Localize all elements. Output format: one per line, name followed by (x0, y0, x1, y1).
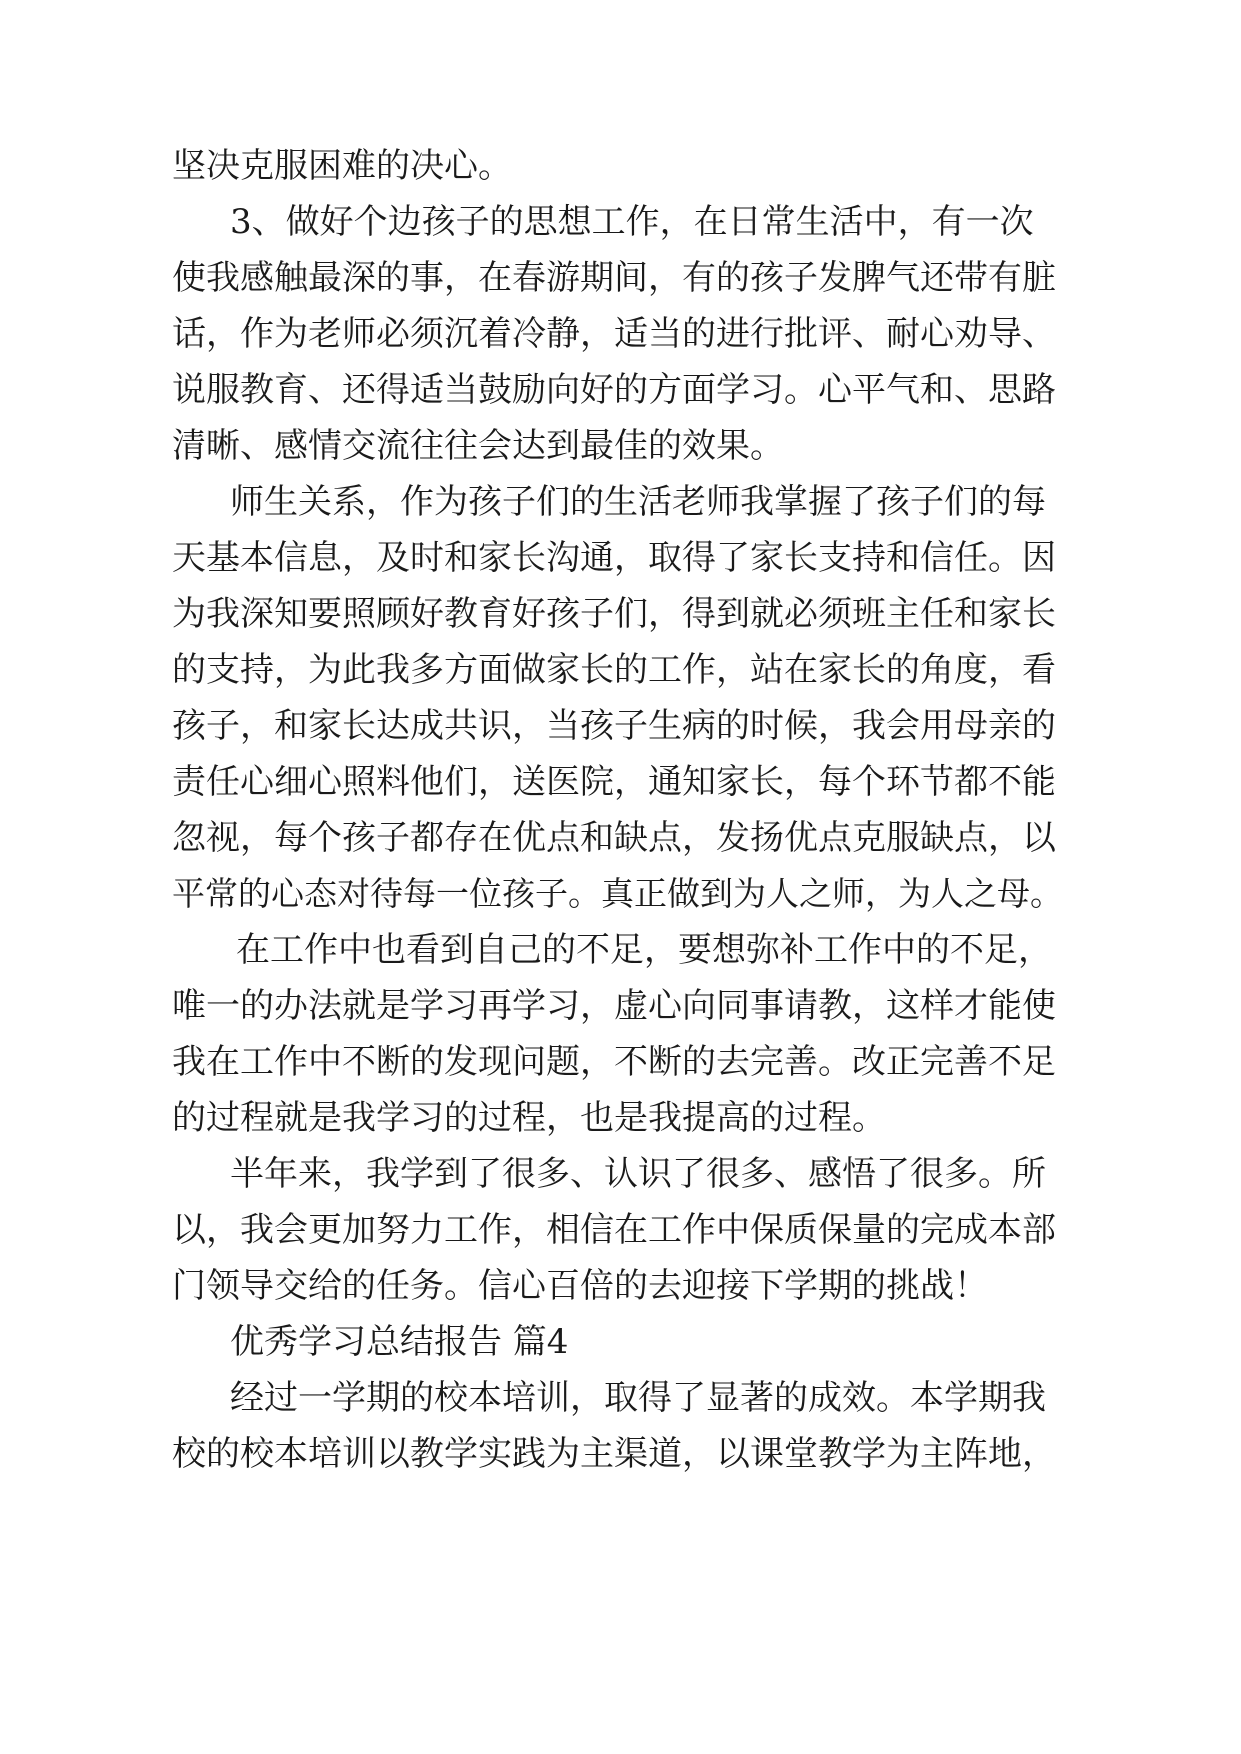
text-line: 以，我会更加努力工作，相信在工作中保质保量的完成本部 (172, 1210, 1056, 1250)
text-line: 坚决克服困难的决心。 (172, 146, 512, 186)
text-line: 忽视，每个孩子都存在优点和缺点，发扬优点克服缺点，以 (172, 818, 1056, 858)
text-line: 责任心细心照料他们，送医院，通知家长，每个环节都不能 (172, 762, 1056, 802)
section-heading: 优秀学习总结报告 篇4 (230, 1322, 569, 1362)
text-line: 门领导交给的任务。信心百倍的去迎接下学期的挑战！ (172, 1266, 988, 1306)
text-line: 经过一学期的校本培训，取得了显著的成效。本学期我 (230, 1378, 1046, 1418)
text-line: 平常的心态对待每一位孩子。真正做到为人之师，为人之母。 (172, 874, 1063, 913)
text-line: 说服教育、还得适当鼓励向好的方面学习。心平气和、思路 (172, 370, 1056, 410)
text-line: 唯一的办法就是学习再学习，虚心向同事请教，这样才能使 (172, 986, 1056, 1026)
text-line: 校的校本培训以教学实践为主渠道，以课堂教学为主阵地， (172, 1434, 1056, 1474)
text-line: 在工作中也看到自己的不足，要想弥补工作中的不足， (236, 930, 1052, 970)
text-line: 清晰、感情交流往往会达到最佳的效果。 (172, 426, 784, 466)
text-line: 的支持，为此我多方面做家长的工作，站在家长的角度，看 (172, 650, 1056, 690)
text-line: 师生关系，作为孩子们的生活老师我掌握了孩子们的每 (230, 482, 1046, 522)
text-line: 天基本信息，及时和家长沟通，取得了家长支持和信任。因 (172, 538, 1056, 578)
text-line: 使我感触最深的事，在春游期间，有的孩子发脾气还带有脏 (172, 258, 1056, 298)
text-line: 我在工作中不断的发现问题，不断的去完善。改正完善不足 (172, 1042, 1056, 1082)
text-line: 话，作为老师必须沉着冷静，适当的进行批评、耐心劝导、 (172, 314, 1056, 354)
text-line: 为我深知要照顾好教育好孩子们，得到就必须班主任和家长 (172, 594, 1056, 634)
text-line: 半年来，我学到了很多、认识了很多、感悟了很多。所 (230, 1154, 1046, 1194)
text-line: 孩子，和家长达成共识，当孩子生病的时候，我会用母亲的 (172, 706, 1056, 746)
text-line: 3、做好个边孩子的思想工作，在日常生活中，有一次 (230, 202, 1034, 242)
text-line: 的过程就是我学习的过程，也是我提高的过程。 (172, 1098, 886, 1138)
